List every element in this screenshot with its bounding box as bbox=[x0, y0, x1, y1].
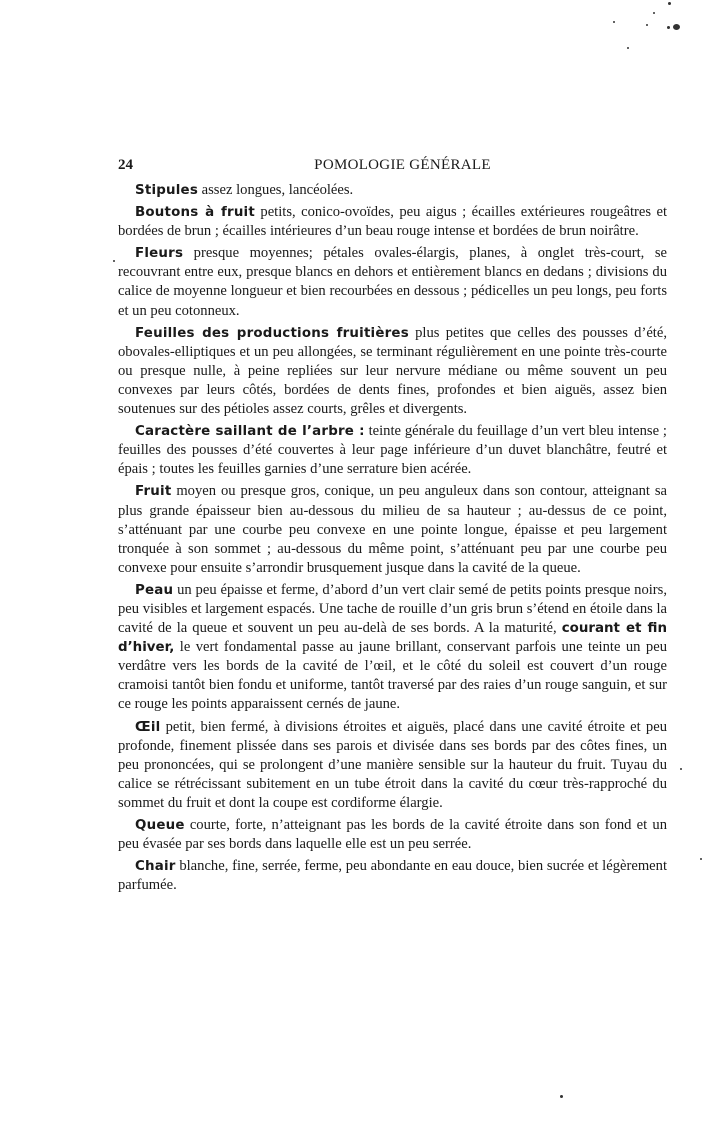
term-heading: Fleurs bbox=[135, 246, 184, 262]
scan-speck bbox=[646, 24, 648, 26]
paragraph-text-after: le vert fondamental passe au jaune brillant, conservant parfois une teinte un peu verdâtre vers les bords de la cavité de l’œil, et le côté du soleil est couvert d’un rouge cramoisi tantôt bien fondu et uniforme, tantôt traversé par des raies d’un rouge sanguin, et sur ce rouge les points apparaissent cernés de jaune. bbox=[118, 639, 667, 713]
term-heading: Feuilles des productions fruitières bbox=[135, 325, 409, 341]
term-heading: Boutons à fruit bbox=[135, 205, 255, 221]
paragraph-stipules bbox=[118, 181, 667, 200]
body-text bbox=[118, 181, 667, 898]
term-heading: Œil bbox=[135, 719, 161, 735]
scan-speck bbox=[680, 768, 682, 770]
paragraph-caractere bbox=[118, 422, 667, 479]
term-heading: Chair bbox=[135, 859, 176, 875]
paragraph-fleurs bbox=[118, 244, 667, 320]
running-title: POMOLOGIE GÉNÉRALE bbox=[314, 157, 491, 173]
maturity-emphasis: courant et fin d’hiver, bbox=[118, 621, 667, 656]
term-heading: Stipules bbox=[135, 183, 198, 198]
paragraph-text: plus petites que celles des pousses d’été, obovales-elliptiques et un peu allongées, se terminant régulièrement en une pointe très-courte ou presque nulle, à peine repliées sur leur nervure médiane ou même souvent un peu convexes par leurs côtés, bordées de dents fines, profondes et bien aiguës, assez bien soutenues sur des pétioles assez courts, grêles et divergents. bbox=[118, 324, 667, 418]
page-number: 24 bbox=[118, 157, 133, 173]
paragraph-text: presque moyennes; pétales ovales-élargis, planes, à onglet très-court, se recouvrant entre eux, presque blancs en dehors et entièrement blancs en dedans ; divisions du calice de moyenne longueur et bien recourbées en dessous ; pédicelles un peu longs, peu forts et un peu cotonneux. bbox=[118, 245, 667, 319]
paragraph-text: courte, forte, n’atteignant pas les bords de la cavité étroite dans son fond et un peu évasée par ses bords dans laquelle elle est un peu serrée. bbox=[118, 817, 667, 853]
paragraph-text: petits, conico-ovoïdes, peu aigus ; écailles extérieures rougeâtres et bordées de brun ; écailles intérieures d’un beau rouge intense et bordées de brun noirâtre. bbox=[118, 204, 667, 240]
scan-speck bbox=[560, 1095, 563, 1098]
scan-speck bbox=[667, 26, 670, 29]
paragraph-peau bbox=[118, 581, 667, 715]
scan-speck bbox=[627, 47, 629, 49]
paragraph-text: moyen ou presque gros, conique, un peu anguleux dans son contour, atteignant sa plus grande épaisseur bien au-dessous du milieu de sa hauteur ; au-dessus de ce point, s’atténuant par une courbe peu convexe en une pointe longue, épaisse et peu largement tronquée à son sommet ; au-dessous du même point, s’atténuant peu par une courbe peu convexe pour ensuite s’arrondir brusquement jusque dans la cavité de la queue. bbox=[118, 483, 667, 576]
paragraph-feuilles bbox=[118, 324, 667, 419]
paragraph-boutons bbox=[118, 203, 667, 241]
paragraph-text: teinte générale du feuillage d’un vert bleu intense ; feuilles des pousses d’été couvertes à leur page inférieure d’un duvet blanchâtre, feutré et épais ; toutes les feuilles garnies d’une serrature bien acérée. bbox=[118, 423, 667, 478]
term-heading: Peau bbox=[135, 582, 174, 598]
term-heading: Fruit bbox=[135, 484, 172, 500]
paragraph-text: blanche, fine, serrée, ferme, peu abondante en eau douce, bien sucrée et légèrement parfumée. bbox=[118, 858, 667, 894]
paragraph-oeil bbox=[118, 718, 667, 813]
paragraph-text: un peu épaisse et ferme, d’abord d’un vert clair semé de petits points presque noirs, peu visibles et largement espacés. Une tache de rouille d’un gris brun s’étend en étoile dans la cavité de la queue et souvent un peu au-delà de ses bords. A la maturité, bbox=[118, 581, 667, 637]
scan-speck bbox=[613, 21, 615, 23]
scan-speck bbox=[653, 12, 655, 14]
scan-speck bbox=[700, 858, 702, 860]
paragraph-text: petit, bien fermé, à divisions étroites et aiguës, placé dans une cavité étroite et peu profonde, finement plissée dans ses parois et divisée dans ses bords par des côtes fines, un peu prononcées, qui se prolongent d’une manière sensible sur la hauteur du fruit. Tuyau du calice se rétrécissant subitement en un tube étroit dans la cavité du cœur très-rapproché du sommet du fruit et dont la coupe est cordiforme élargie. bbox=[118, 718, 667, 811]
paragraph-fruit bbox=[118, 482, 667, 577]
paragraph-text: assez longues, lancéolées. bbox=[198, 182, 354, 198]
paragraph-queue bbox=[118, 816, 667, 854]
term-heading: Caractère saillant de l’arbre : bbox=[135, 424, 365, 440]
term-heading: Queue bbox=[135, 818, 185, 833]
scan-speck bbox=[668, 2, 671, 5]
scan-speck bbox=[113, 260, 115, 262]
paragraph-chair bbox=[118, 857, 667, 895]
scan-speck bbox=[673, 24, 680, 30]
page-header bbox=[118, 157, 667, 177]
